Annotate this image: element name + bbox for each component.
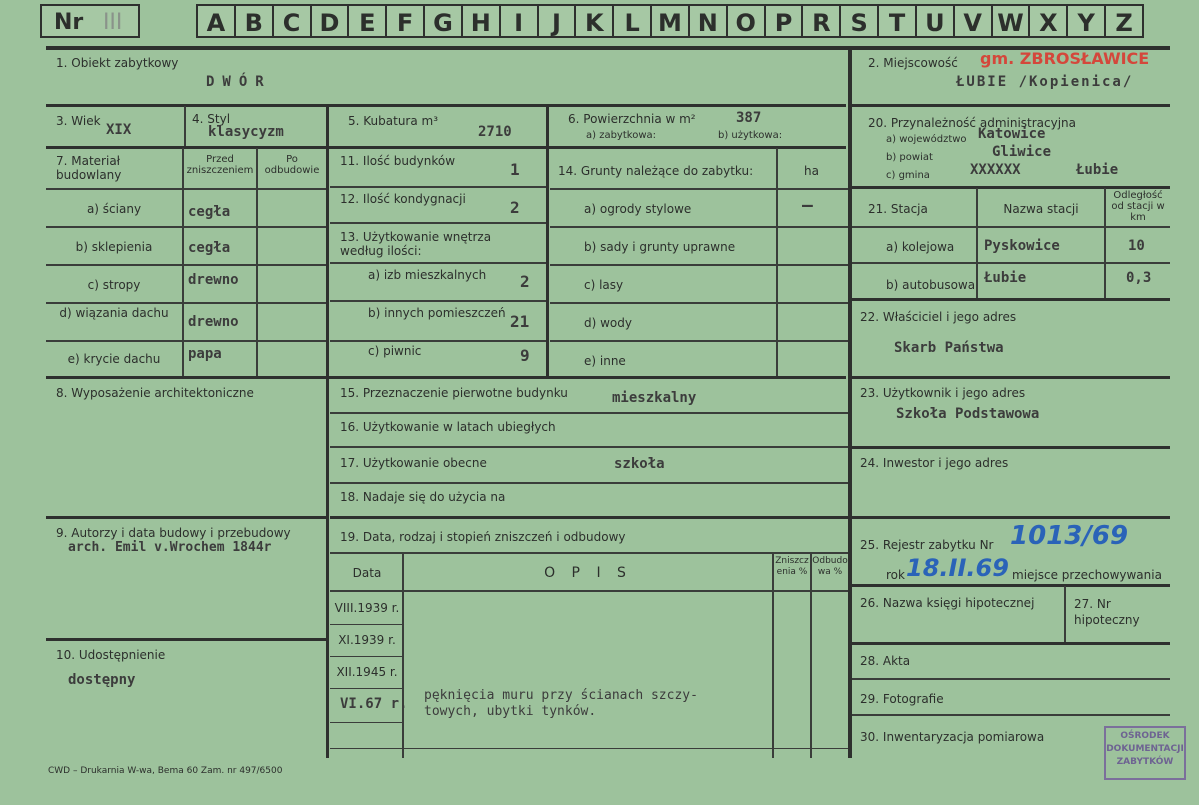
- field-27-label: 27. Nr hipoteczny: [1074, 597, 1140, 627]
- field-11-value: 1: [510, 160, 520, 179]
- field-7b-value: cegła: [188, 240, 231, 256]
- field-19-col-desc: O P I S: [544, 565, 632, 581]
- letter-box-r: R: [801, 4, 841, 38]
- field-7b-label: b) sklepienia: [75, 240, 153, 254]
- field-7c-label: c) stropy: [87, 278, 141, 292]
- field-1-label: 1. Obiekt zabytkowy: [56, 56, 179, 70]
- field-25-value: 1013/69: [1010, 521, 1129, 551]
- letter-box-z: Z: [1104, 4, 1144, 38]
- field-22-value: Skarb Państwa: [894, 340, 1004, 356]
- field-9-value: arch. Emil v.Wrochem 1844r: [68, 540, 272, 555]
- field-13a-value: 2: [520, 272, 530, 291]
- letter-box-e: E: [347, 4, 387, 38]
- stamp-line-3: ZABYTKÓW: [1116, 757, 1174, 767]
- field-9-label: 9. Autorzy i data budowy i przebudowy: [56, 526, 291, 540]
- field-2-label: 2. Miejscowość: [868, 56, 958, 70]
- field-25-year-value: 18.II.69: [906, 554, 1009, 582]
- field-18-label: 18. Nadaje się do użycia na: [340, 490, 506, 504]
- field-20c-struck: XXXXXX: [970, 162, 1021, 178]
- field-7e-label: e) krycie dachu: [67, 352, 161, 366]
- field-19-col-destr: Zniszczenia %: [775, 556, 809, 577]
- letter-box-n: N: [688, 4, 728, 38]
- field-13b-label: b) innych pomieszczeń: [368, 306, 506, 320]
- field-7-label-text: 7. Materiał budowlany: [56, 154, 122, 182]
- field-7c-value: drewno: [188, 272, 239, 288]
- institution-stamp: [1104, 726, 1186, 780]
- field-25-place-label: miejsce przechowywania: [1012, 568, 1162, 582]
- field-20a-value: Katowice: [978, 126, 1046, 142]
- field-20a-label: a) województwo: [886, 134, 967, 145]
- letter-box-y: Y: [1066, 4, 1106, 38]
- field-19-row1-date: VIII.1939 r.: [334, 601, 400, 615]
- letter-box-p: P: [764, 4, 804, 38]
- field-14c-label: c) lasy: [584, 278, 624, 292]
- field-25-label: 25. Rejestr zabytku Nr: [860, 538, 994, 552]
- field-23-label: 23. Użytkownik i jego adres: [860, 386, 1026, 400]
- letter-box-d: D: [310, 4, 350, 38]
- field-5-label: 5. Kubatura m³: [348, 114, 439, 128]
- field-12-label: 12. Ilość kondygnacji: [340, 192, 466, 206]
- field-4-label: 4. Styl: [192, 112, 231, 126]
- field-13-label: 13. Użytkowanie wnętrza według ilości:: [340, 230, 492, 258]
- field-26-label: 26. Nazwa księgi hipotecznej: [860, 596, 1035, 610]
- letter-box-m: M: [650, 4, 690, 38]
- field-15-label: 15. Przeznaczenie pierwotne budynku: [340, 386, 568, 400]
- field-7-label: [56, 154, 146, 182]
- field-4-value: klasycyzm: [208, 124, 284, 140]
- field-7a-label: a) ściany: [86, 202, 142, 216]
- field-11-label: 11. Ilość budynków: [340, 154, 456, 168]
- field-20b-label: b) powiat: [886, 152, 933, 163]
- field-17-value: szkoła: [614, 456, 665, 472]
- letter-box-t: T: [877, 4, 917, 38]
- field-21a-dist: 10: [1128, 238, 1145, 254]
- field-21a-name: Pyskowice: [984, 238, 1060, 254]
- field-22-label: 22. Właściciel i jego adres: [860, 310, 1017, 324]
- field-2-value: ŁUBIE /Kopienica/: [956, 74, 1134, 90]
- field-19-col-date: Data: [352, 566, 382, 580]
- field-7a-value: cegła: [188, 204, 231, 220]
- field-20c-value: Łubie: [1076, 162, 1119, 178]
- field-24-label: 24. Inwestor i jego adres: [860, 456, 1009, 470]
- field-14b-label: b) sady i grunty uprawne: [584, 240, 736, 254]
- field-20-label: 20. Przynależność administracyjna: [868, 116, 1077, 130]
- field-5-value: 2710: [478, 124, 512, 140]
- field-14a-value: –: [802, 195, 813, 216]
- field-14-label: 14. Grunty należące do zabytku:: [558, 164, 754, 178]
- nr-value: III: [102, 10, 123, 35]
- field-7-col-after: Po odbudowie: [264, 154, 320, 176]
- field-13c-value: 9: [520, 346, 530, 365]
- nr-box: [40, 4, 140, 38]
- field-13b-value: 21: [510, 312, 530, 331]
- field-13c-label: c) piwnic: [368, 344, 422, 358]
- field-2-annotation: gm. ZBROSŁAWICE: [980, 49, 1150, 68]
- field-7e-value: papa: [188, 346, 222, 362]
- field-21-col-name: Nazwa stacji: [1003, 202, 1079, 216]
- field-3-label: 3. Wiek: [56, 114, 101, 128]
- field-16-label: 16. Użytkowanie w latach ubiegłych: [340, 420, 556, 434]
- field-1-value: DWÓR: [206, 74, 272, 90]
- nr-label: Nr: [54, 10, 84, 35]
- field-30-label: 30. Inwentaryzacja pomiarowa: [860, 730, 1045, 744]
- field-25-year-label: rok: [886, 568, 905, 582]
- field-12-value: 2: [510, 198, 520, 217]
- field-21b-dist: 0,3: [1126, 270, 1152, 286]
- letter-box-o: O: [726, 4, 766, 38]
- field-29-label: 29. Fotografie: [860, 692, 944, 706]
- field-7d-value: drewno: [188, 314, 239, 330]
- field-14e-label: e) inne: [584, 354, 626, 368]
- field-19-col-rebuild: Odbudowa %: [812, 556, 848, 577]
- printer-footer: CWD – Drukarnia W-wa, Bema 60 Zam. nr 497/6500: [48, 766, 283, 776]
- field-17-label: 17. Użytkowanie obecne: [340, 456, 487, 470]
- field-8-label: 8. Wyposażenie architektoniczne: [56, 386, 254, 400]
- letter-box-l: L: [612, 4, 652, 38]
- field-21-label: 21. Stacja: [868, 202, 928, 216]
- field-21b-name: Łubie: [984, 270, 1027, 286]
- letter-box-w: W: [991, 4, 1031, 38]
- field-23-value: Szkoła Podstawowa: [896, 406, 1040, 422]
- letter-box-j: J: [537, 4, 577, 38]
- letter-box-a: A: [196, 4, 236, 38]
- field-19-label: 19. Data, rodzaj i stopień zniszczeń i odbudowy: [340, 530, 626, 544]
- field-7-col-before: Przed zniszczeniem: [186, 154, 254, 176]
- field-10-value: dostępny: [68, 672, 136, 688]
- field-20b-value: Gliwice: [992, 144, 1052, 160]
- field-3-value: XIX: [106, 122, 132, 138]
- field-19-row4-desc-1: pęknięcia muru przy ścianach szczy-: [424, 688, 698, 703]
- letter-box-g: G: [423, 4, 463, 38]
- letter-box-v: V: [953, 4, 993, 38]
- field-21a-label: a) kolejowa: [886, 240, 955, 254]
- field-14a-label: a) ogrody stylowe: [584, 202, 692, 216]
- field-6-label: 6. Powierzchnia w m²: [568, 112, 696, 126]
- letter-box-i: I: [499, 4, 539, 38]
- field-19-row4-date: VI.67 r.: [340, 696, 408, 712]
- field-7d-label: d) wiązania dachu: [59, 306, 169, 320]
- field-6-sub-b: b) użytkowa:: [718, 130, 783, 141]
- field-19-row4-desc-2: towych, ubytki tynków.: [424, 704, 597, 719]
- letter-box-u: U: [915, 4, 955, 38]
- field-21b-label: b) autobusowa: [886, 278, 976, 292]
- field-10-label: 10. Udostępnienie: [56, 648, 166, 662]
- letter-box-s: S: [839, 4, 879, 38]
- letter-box-h: H: [461, 4, 501, 38]
- letter-box-c: C: [272, 4, 312, 38]
- field-21-col-dist: Odległość od stacji w km: [1111, 190, 1165, 223]
- letter-box-b: B: [234, 4, 274, 38]
- field-6-value: 387: [736, 110, 762, 126]
- field-15-value: mieszkalny: [612, 390, 697, 406]
- field-14d-label: d) wody: [584, 316, 632, 330]
- stamp-line-1: OŚRODEK: [1120, 731, 1170, 741]
- field-13a-label: a) izb mieszkalnych: [368, 268, 487, 282]
- letter-box-k: K: [574, 4, 614, 38]
- letter-box-f: F: [385, 4, 425, 38]
- field-6-sub-a: a) zabytkowa:: [586, 130, 656, 141]
- field-19-row3-date: XII.1945 r.: [336, 665, 398, 679]
- field-28-label: 28. Akta: [860, 654, 911, 668]
- field-20c-label: c) gmina: [886, 170, 930, 181]
- letter-box-x: X: [1028, 4, 1068, 38]
- stamp-line-2: DOKUMENTACJI: [1106, 744, 1184, 754]
- field-14-unit: ha: [804, 164, 819, 178]
- field-19-row2-date: XI.1939 r.: [338, 633, 396, 647]
